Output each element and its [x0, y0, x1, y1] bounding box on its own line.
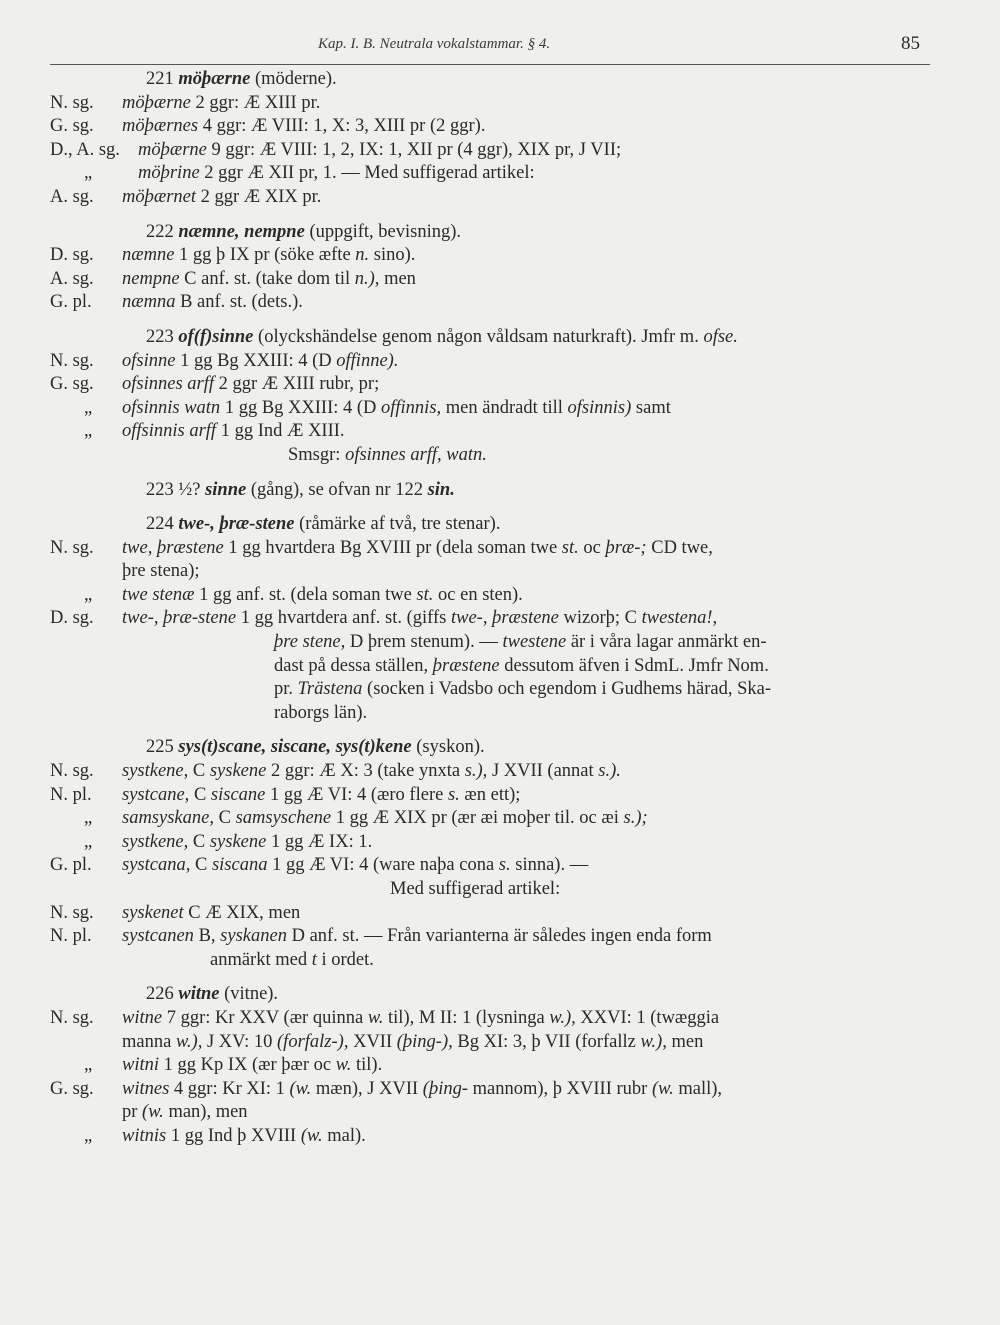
grammatical-label: A. sg. — [50, 186, 94, 207]
ditto-mark: „ — [84, 1055, 93, 1076]
grammatical-label: N. sg. — [50, 1007, 94, 1028]
subsection-note: Med suffigerad artikel: — [390, 879, 561, 899]
entry-line-ditto — [50, 1125, 945, 1149]
entry-heading: 223 ½? sinne (gång), se ofvan nr 122 sin. — [146, 479, 455, 500]
grammatical-label: D. sg. — [50, 608, 94, 629]
entry-line-ditto — [50, 584, 945, 608]
entry-line — [50, 854, 945, 878]
entry-line-ditto — [50, 807, 945, 831]
grammatical-label: G. sg. — [50, 1078, 94, 1099]
entry-text: witnes 4 ggr: Kr XI: 1 (w. mæn), J XVII (þing- mannom), þ XVIII rubr (w. mall), — [122, 1078, 723, 1099]
continuation-line: anmärkt med t i ordet. — [210, 949, 374, 970]
entry-heading: 224 twe-, þræ-stene (råmärke af två, tre stenar). — [146, 514, 501, 535]
entry-line — [50, 291, 945, 315]
entry-text: næmne 1 gg þ IX pr (söke æfte n. sino). — [122, 245, 416, 266]
entry-text: twe, þræstene 1 gg hvartdera Bg XVIII pr (dela soman twe st. oc þræ-; CD twe, — [122, 537, 713, 558]
entry-text: ofsinne 1 gg Bg XXIII: 4 (D offinne). — [122, 350, 399, 371]
entry-spacer — [50, 468, 945, 479]
grammatical-label: G. sg. — [50, 116, 94, 137]
entry-line — [50, 350, 945, 374]
entry-heading: 221 möþærne (möderne). — [146, 69, 337, 89]
entry-spacer — [50, 210, 945, 221]
grammatical-label: G. pl. — [50, 855, 92, 876]
entry-text: ofsinnis watn 1 gg Bg XXIII: 4 (D offinnis, men ändradt till ofsinnis) samt — [122, 397, 671, 418]
continuation-line: þre stena); — [122, 561, 200, 582]
compounds-line: Smsgr: ofsinnes arff, watn. — [288, 444, 487, 465]
page-header — [50, 30, 930, 65]
grammatical-label: G. sg. — [50, 374, 94, 395]
entry-text: systkene, C syskene 2 ggr: Æ X: 3 (take ynxta s.), J XVII (annat s.). — [122, 761, 621, 782]
entry-text: twe-, þræ-stene 1 gg hvartdera anf. st. (giffs twe-, þræstene wizorþ; C twestena!, — [122, 608, 718, 629]
entry-line — [50, 607, 945, 631]
entry-spacer — [50, 972, 945, 983]
grammatical-label: N. pl. — [50, 926, 92, 947]
entry-text: ofsinnes arff 2 ggr Æ XIII rubr, pr; — [122, 374, 380, 395]
entry-text: systkene, C syskene 1 gg Æ IX: 1. — [122, 831, 373, 852]
entry-text: witne 7 ggr: Kr XXV (ær quinna w. til), M II: 1 (lysninga w.), XXVI: 1 (twæggia — [122, 1007, 720, 1028]
grammatical-label: G. pl. — [50, 292, 92, 313]
entry-text: möþærnet 2 ggr Æ XIX pr. — [122, 186, 322, 207]
entry-line — [50, 1078, 945, 1102]
page-number: 85 — [901, 33, 920, 54]
grammatical-label: N. sg. — [50, 350, 94, 371]
entry-text: systcanen B, syskanen D anf. st. — Från varianterna är således ingen enda form — [122, 926, 712, 947]
entry-line — [50, 373, 945, 397]
grammatical-label: N. sg. — [50, 92, 94, 113]
continuation-line: dast på dessa ställen, þræstene dessutom äfven i SdmL. Jmfr Nom. — [274, 655, 769, 676]
ditto-mark: „ — [84, 397, 93, 418]
continuation-line: raborgs län). — [274, 702, 368, 723]
grammatical-label: D. sg. — [50, 245, 94, 266]
continuation-line: pr (w. man), men — [122, 1102, 248, 1123]
entry-line — [50, 760, 945, 784]
entry-heading: 225 sys(t)scane, siscane, sys(t)kene (syskon). — [146, 737, 485, 758]
entry-text: offsinnis arff 1 gg Ind Æ XIII. — [122, 421, 345, 442]
grammatical-label: N. sg. — [50, 902, 94, 923]
entry-line-ditto — [50, 162, 945, 186]
entry-line — [50, 925, 945, 949]
entry-line — [50, 244, 945, 268]
continuation-line: manna w.), J XV: 10 (forfalz-), XVII (þing-), Bg XI: 3, þ VII (forfallz w.), men — [122, 1031, 704, 1052]
entry-heading: 226 witne (vitne). — [146, 984, 279, 1005]
entry-line — [50, 1007, 945, 1031]
running-head: Kap. I. B. Neutrala vokalstammar. § 4. — [318, 36, 551, 52]
continuation-line: pr. Trästena (socken i Vadsbo och egendom i Gudhems härad, Ska- — [274, 679, 772, 700]
entry-spacer — [50, 502, 945, 513]
ditto-mark: „ — [84, 163, 93, 184]
entry-text: witnis 1 gg Ind þ XVIII (w. mal). — [122, 1125, 366, 1146]
entry-line — [50, 902, 945, 926]
ditto-mark: „ — [84, 584, 93, 605]
entry-text: samsyskane, C samsyschene 1 gg Æ XIX pr (ær æi moþer til. oc æi s.); — [122, 808, 648, 829]
continuation-line: þre stene, D þrem stenum). — twestene är i våra lagar anmärkt en- — [274, 632, 767, 653]
grammatical-label: N. pl. — [50, 784, 92, 805]
entry-text: twe stenæ 1 gg anf. st. (dela soman twe st. oc en sten). — [122, 584, 523, 605]
entry-text: witni 1 gg Kp IX (ær þær oc w. til). — [122, 1055, 383, 1076]
ditto-mark: „ — [84, 1125, 93, 1146]
entry-text: næmna B anf. st. (dets.). — [122, 292, 303, 313]
grammatical-label: N. sg. — [50, 537, 94, 558]
grammatical-label: A. sg. — [50, 268, 94, 289]
entry-text: nempne C anf. st. (take dom til n.), men — [122, 268, 416, 289]
entry-line — [50, 537, 945, 561]
dictionary-entries — [50, 68, 945, 1149]
entry-line — [50, 784, 945, 808]
entry-line — [50, 186, 945, 210]
entry-text: möþrine 2 ggr Æ XII pr, 1. — Med suffigerad artikel: — [138, 163, 535, 184]
entry-line — [50, 139, 945, 163]
entry-spacer — [50, 315, 945, 326]
entry-text: systcana, C siscana 1 gg Æ VI: 4 (ware naþa cona s. sinna). — — [122, 855, 589, 876]
entry-line-ditto — [50, 1054, 945, 1078]
grammatical-label: D., A. sg. — [50, 139, 120, 160]
entry-spacer — [50, 725, 945, 736]
entry-text: möþærne 2 ggr: Æ XIII pr. — [122, 92, 321, 113]
entry-text: syskenet C Æ XIX, men — [122, 902, 301, 923]
grammatical-label: N. sg. — [50, 761, 94, 782]
ditto-mark: „ — [84, 831, 93, 852]
entry-heading: 222 næmne, nempne (uppgift, bevisning). — [146, 221, 462, 242]
ditto-mark: „ — [84, 421, 93, 442]
entry-line-ditto — [50, 397, 945, 421]
entry-heading: 223 of(f)sinne (olyckshändelse genom någon våldsam naturkraft). Jmfr m. ofse. — [146, 326, 738, 347]
entry-text: möþærne 9 ggr: Æ VIII: 1, 2, IX: 1, XII pr (4 ggr), XIX pr, J VII; — [138, 139, 622, 160]
ditto-mark: „ — [84, 808, 93, 829]
entry-line-ditto — [50, 420, 945, 444]
entry-line — [50, 115, 945, 139]
entry-line — [50, 268, 945, 292]
entry-line — [50, 92, 945, 116]
entry-text: möþærnes 4 ggr: Æ VIII: 1, X: 3, XIII pr (2 ggr). — [122, 116, 486, 137]
entry-line-ditto — [50, 831, 945, 855]
entry-text: systcane, C siscane 1 gg Æ VI: 4 (æro flere s. æn ett); — [122, 784, 521, 805]
